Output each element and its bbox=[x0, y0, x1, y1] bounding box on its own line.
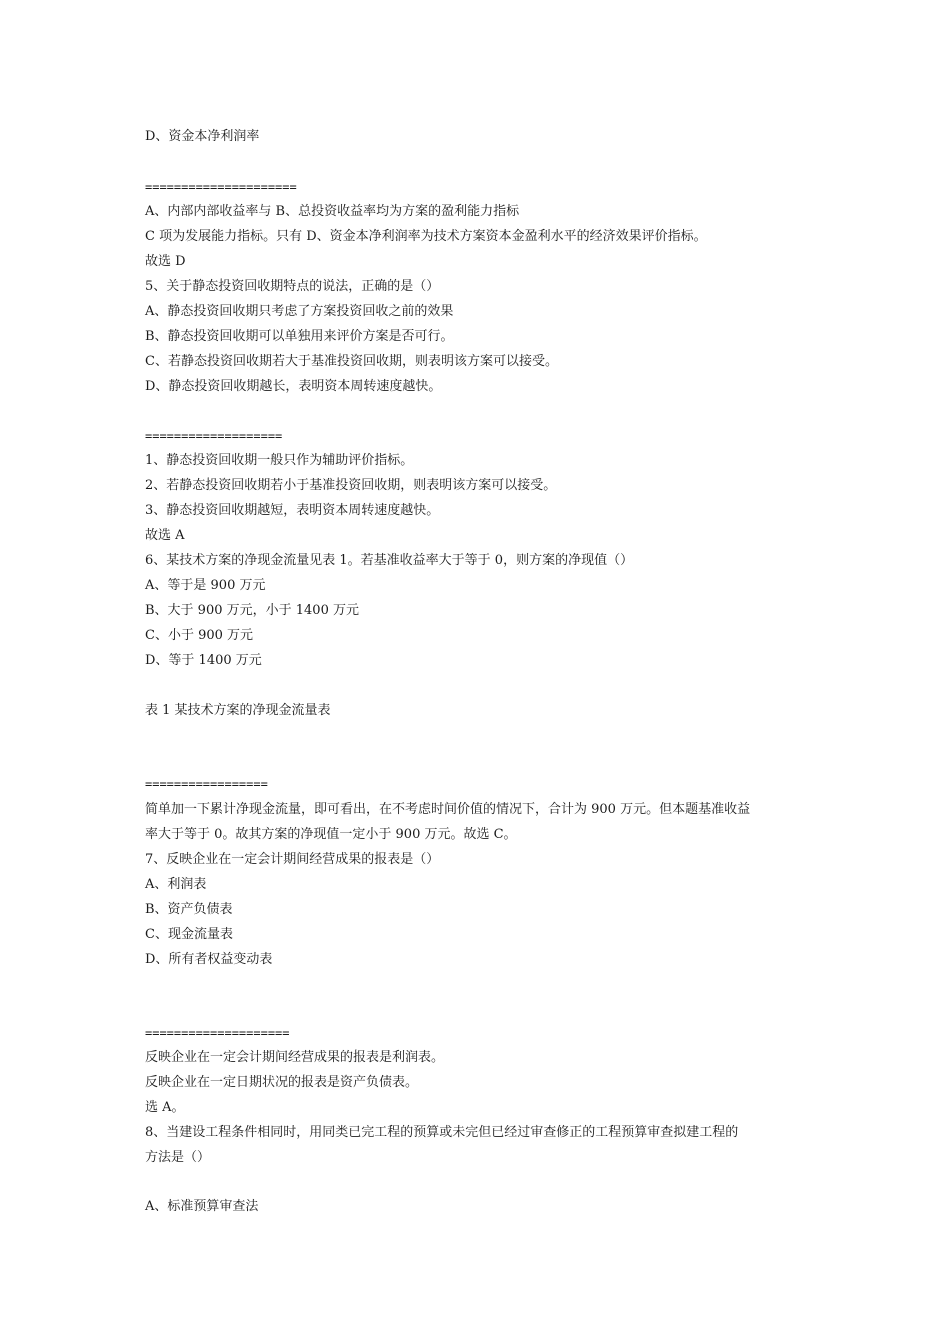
option-a-line: A、标准预算审查法 bbox=[145, 1199, 259, 1214]
explanation-line: 率大于等于 0。故其方案的净现值一定小于 900 万元。故选 C。 bbox=[145, 827, 517, 842]
option-b-line: B、静态投资回收期可以单独用来评价方案是否可行。 bbox=[145, 329, 454, 344]
option-c-line: C、现金流量表 bbox=[145, 927, 233, 942]
question-line: 方法是（） bbox=[145, 1150, 211, 1165]
option-b-line: B、资产负债表 bbox=[145, 902, 233, 917]
separator-line: =================== bbox=[145, 429, 283, 443]
option-d-line: D、静态投资回收期越长，表明资本周转速度越快。 bbox=[145, 379, 442, 394]
option-d-line: D、所有者权益变动表 bbox=[145, 952, 273, 967]
explanation-line: 反映企业在一定日期状况的报表是资产负债表。 bbox=[145, 1075, 419, 1090]
option-d-line: D、资金本净利润率 bbox=[145, 129, 260, 144]
question-line: 5、关于静态投资回收期特点的说法，正确的是（） bbox=[145, 279, 440, 294]
answer-line: 故选 D bbox=[145, 254, 186, 269]
question-line: 7、反映企业在一定会计期间经营成果的报表是（） bbox=[145, 852, 440, 867]
table-caption: 表 1 某技术方案的净现金流量表 bbox=[145, 703, 331, 718]
option-c-line: C、小于 900 万元 bbox=[145, 628, 254, 643]
separator-line: ================= bbox=[145, 777, 268, 791]
question-line: 8、当建设工程条件相同时，用同类已完工程的预算或未完但已经过审查修正的工程预算审查拟建工程的 bbox=[145, 1125, 739, 1140]
explanation-line: 2、若静态投资回收期若小于基准投资回收期，则表明该方案可以接受。 bbox=[145, 478, 557, 493]
explanation-line: 3、静态投资回收期越短，表明资本周转速度越快。 bbox=[145, 503, 440, 518]
option-d-line: D、等于 1400 万元 bbox=[145, 653, 262, 668]
explanation-line: A、内部内部收益率与 B、总投资收益率均为方案的盈利能力指标 bbox=[145, 204, 520, 219]
separator-line: ==================== bbox=[145, 1026, 290, 1040]
option-a-line: A、静态投资回收期只考虑了方案投资回收之前的效果 bbox=[145, 304, 454, 319]
explanation-line: C 项为发展能力指标。只有 D、资金本净利润率为技术方案资本金盈利水平的经济效果评价指标。 bbox=[145, 229, 707, 244]
option-a-line: A、利润表 bbox=[145, 877, 207, 892]
answer-line: 选 A。 bbox=[145, 1100, 185, 1115]
separator-line: ===================== bbox=[145, 180, 297, 194]
explanation-line: 简单加一下累计净现金流量，即可看出，在不考虑时间价值的情况下，合计为 900 万元。但本题基准收益 bbox=[145, 802, 751, 817]
answer-line: 故选 A bbox=[145, 528, 185, 543]
question-line: 6、某技术方案的净现金流量见表 1。若基准收益率大于等于 0，则方案的净现值（） bbox=[145, 553, 634, 568]
option-a-line: A、等于是 900 万元 bbox=[145, 578, 266, 593]
option-c-line: C、若静态投资回收期若大于基准投资回收期，则表明该方案可以接受。 bbox=[145, 354, 558, 369]
option-b-line: B、大于 900 万元，小于 1400 万元 bbox=[145, 603, 359, 618]
explanation-line: 1、静态投资回收期一般只作为辅助评价指标。 bbox=[145, 453, 414, 468]
explanation-line: 反映企业在一定会计期间经营成果的报表是利润表。 bbox=[145, 1050, 445, 1065]
